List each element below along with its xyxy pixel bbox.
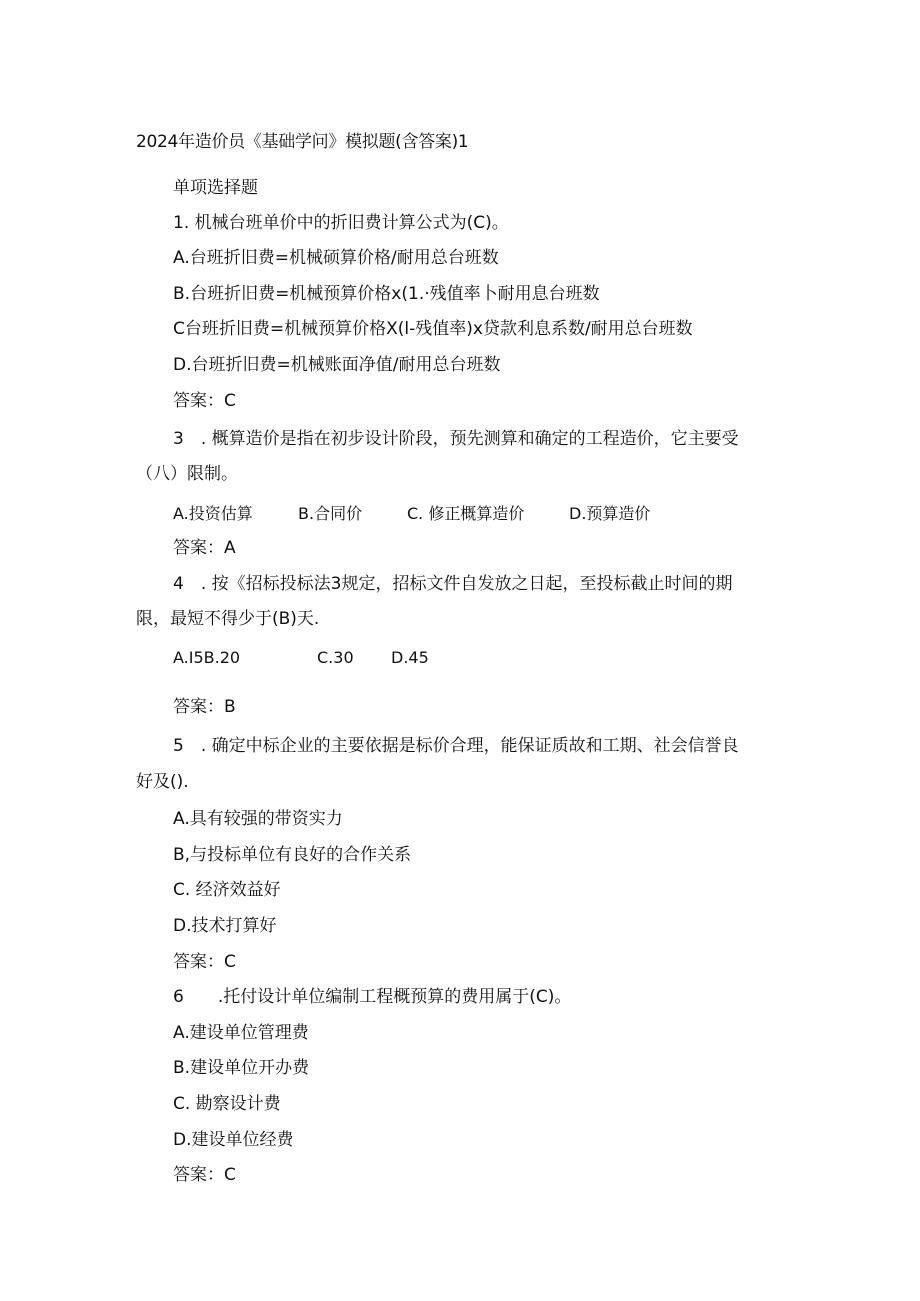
question-4-answer: 答案：B [173,697,236,717]
question-6-option-d: D.建设单位经费 [173,1130,294,1150]
question-6-answer: 答案：C [173,1165,236,1185]
question-4-options [0,648,920,670]
question-4-option-c: C.30 [317,648,354,667]
question-3-option-b: B.合同价 [298,504,363,523]
section-heading: 单项选择题 [173,178,258,198]
question-6-option-a: A.建设单位管理费 [173,1023,309,1043]
question-3-option-c: C. 修正概算造价 [407,504,525,523]
question-1-stem: 1. 机械台班单价中的折旧费计算公式为(C)。 [173,213,509,233]
question-5-option-b: B,与投标单位有良好的合作关系 [173,845,412,865]
question-5-option-d: D.技术打算好 [173,916,277,936]
question-6-option-b: B.建设单位开办费 [173,1058,310,1078]
question-4-option-d: D.45 [391,648,429,667]
question-3-stem-line-2: （八）限制。 [136,464,238,484]
question-3-option-d: D.预算造价 [569,504,651,523]
question-4-stem-line-2: 限，最短不得少于(B)天. [136,609,320,629]
question-3-option-a: A.投资估算 [173,504,253,523]
question-1-option-b: B.台班折旧费=机械预算价格x(1.·残值率卜耐用息台班数 [173,284,600,304]
question-5-option-c: C. 经济效益好 [173,880,281,900]
question-4-stem-line-1: 4 . 按《招标投标法3规定，招标文件自发放之日起，至投标截止时间的期 [173,574,733,594]
question-1-option-c: C台班折旧费=机械预算价格X(l-残值率)x贷款利息系数/耐用总台班数 [173,319,693,339]
document-title: 2024年造价员《基础学问》模拟题(含答案)1 [136,132,469,152]
question-6-stem: 6 .托付设计单位编制工程概预算的费用属于(C)。 [173,987,572,1007]
question-1-option-d: D.台班折旧费=机械账面净值/耐用总台班数 [173,355,501,375]
question-3-answer: 答案：A [173,538,236,558]
question-3-options [0,501,920,523]
question-5-option-a: A.具有较强的带资实力 [173,809,343,829]
question-5-stem-line-2: 好及(). [136,772,189,792]
question-4-option-a-b: A.I5B.20 [173,648,241,667]
question-5-stem-line-1: 5 . 确定中标企业的主要依据是标价合理，能保证质故和工期、社会信誉良 [173,736,739,756]
question-1-option-a: A.台班折旧费=机械硕算价格/耐用总台班数 [173,248,499,268]
question-1-answer: 答案：C [173,391,236,411]
question-6-option-c: C. 勘察设计费 [173,1094,281,1114]
question-3-stem-line-1: 3 . 概算造价是指在初步设计阶段，预先测算和确定的工程造价，它主要受 [173,429,739,449]
question-5-answer: 答案：C [173,952,236,972]
